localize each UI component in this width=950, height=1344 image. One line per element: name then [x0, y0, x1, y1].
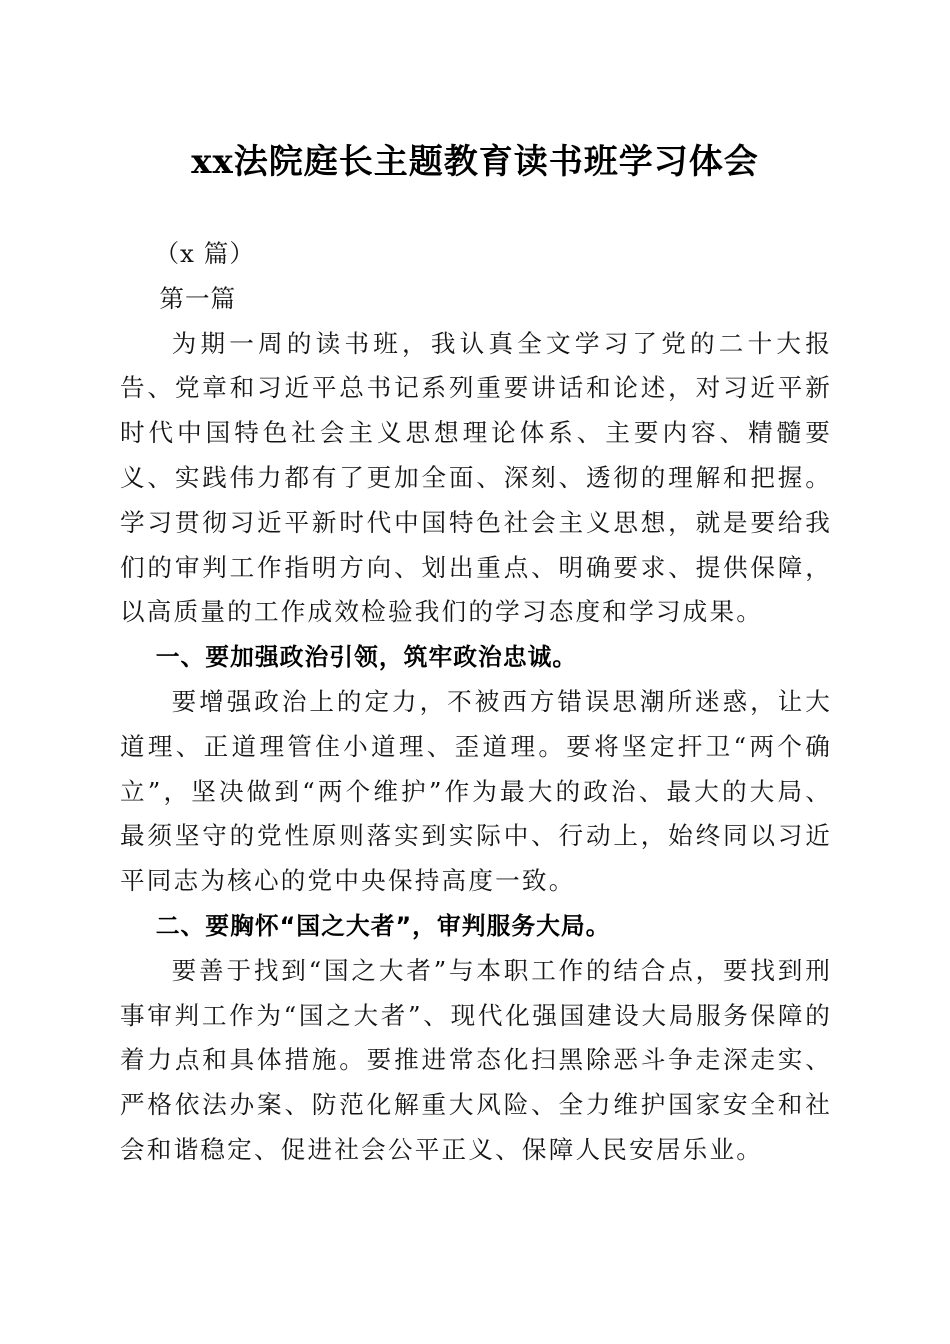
section-label: 第一篇 — [159, 283, 237, 313]
document-subtitle: （x 篇） — [154, 239, 255, 268]
section-heading-2: 二、要胸怀“国之大者”，审判服务大局。 — [155, 911, 611, 940]
intro-paragraph: 为期一周的读书班，我认真全文学习了党的二十大报告、党章和习近平总书记系列重要讲话和论述，对习近平新时代中国特色社会主义思想理论体系、主要内容、精髓要义、实践伟力都有了更加全面、深刻、透彻的理解和把握。学习贯彻习近平新时代中国特色社会主义思想，就是要给我们的审判工作指明方向、划出重点、明确要求、提供保障，以高质量的工作成效检验我们的学习态度和学习成果。 — [120, 328, 832, 627]
section-body-2: 要善于找到“国之大者”与本职工作的结合点，要找到刑事审判工作为“国之大者”、现代化强国建设大局服务保障的着力点和具体措施。要推进常态化扫黑除恶斗争走深走实、严格依法办案、防范化解重大风险、全力维护国家安全和社会和谐稳定、促进社会公平正义、保障人民安居乐业。 — [120, 955, 832, 1164]
section-heading-1: 一、要加强政治引领，筑牢政治忠诚。 — [155, 643, 578, 672]
section-body-1: 要增强政治上的定力，不被西方错误思潮所迷惑，让大道理、正道理管住小道理、歪道理。要将坚定扞卫“两个确立”，坚决做到“两个维护”作为最大的政治、最大的大局、最须坚守的党性原则落实到实际中、行动上，始终同以习近平同志为核心的党中央保持高度一致。 — [120, 686, 832, 896]
document-body — [120, 232, 832, 1173]
document-title: xx法院庭长主题教育读书班学习体会 — [191, 142, 759, 182]
